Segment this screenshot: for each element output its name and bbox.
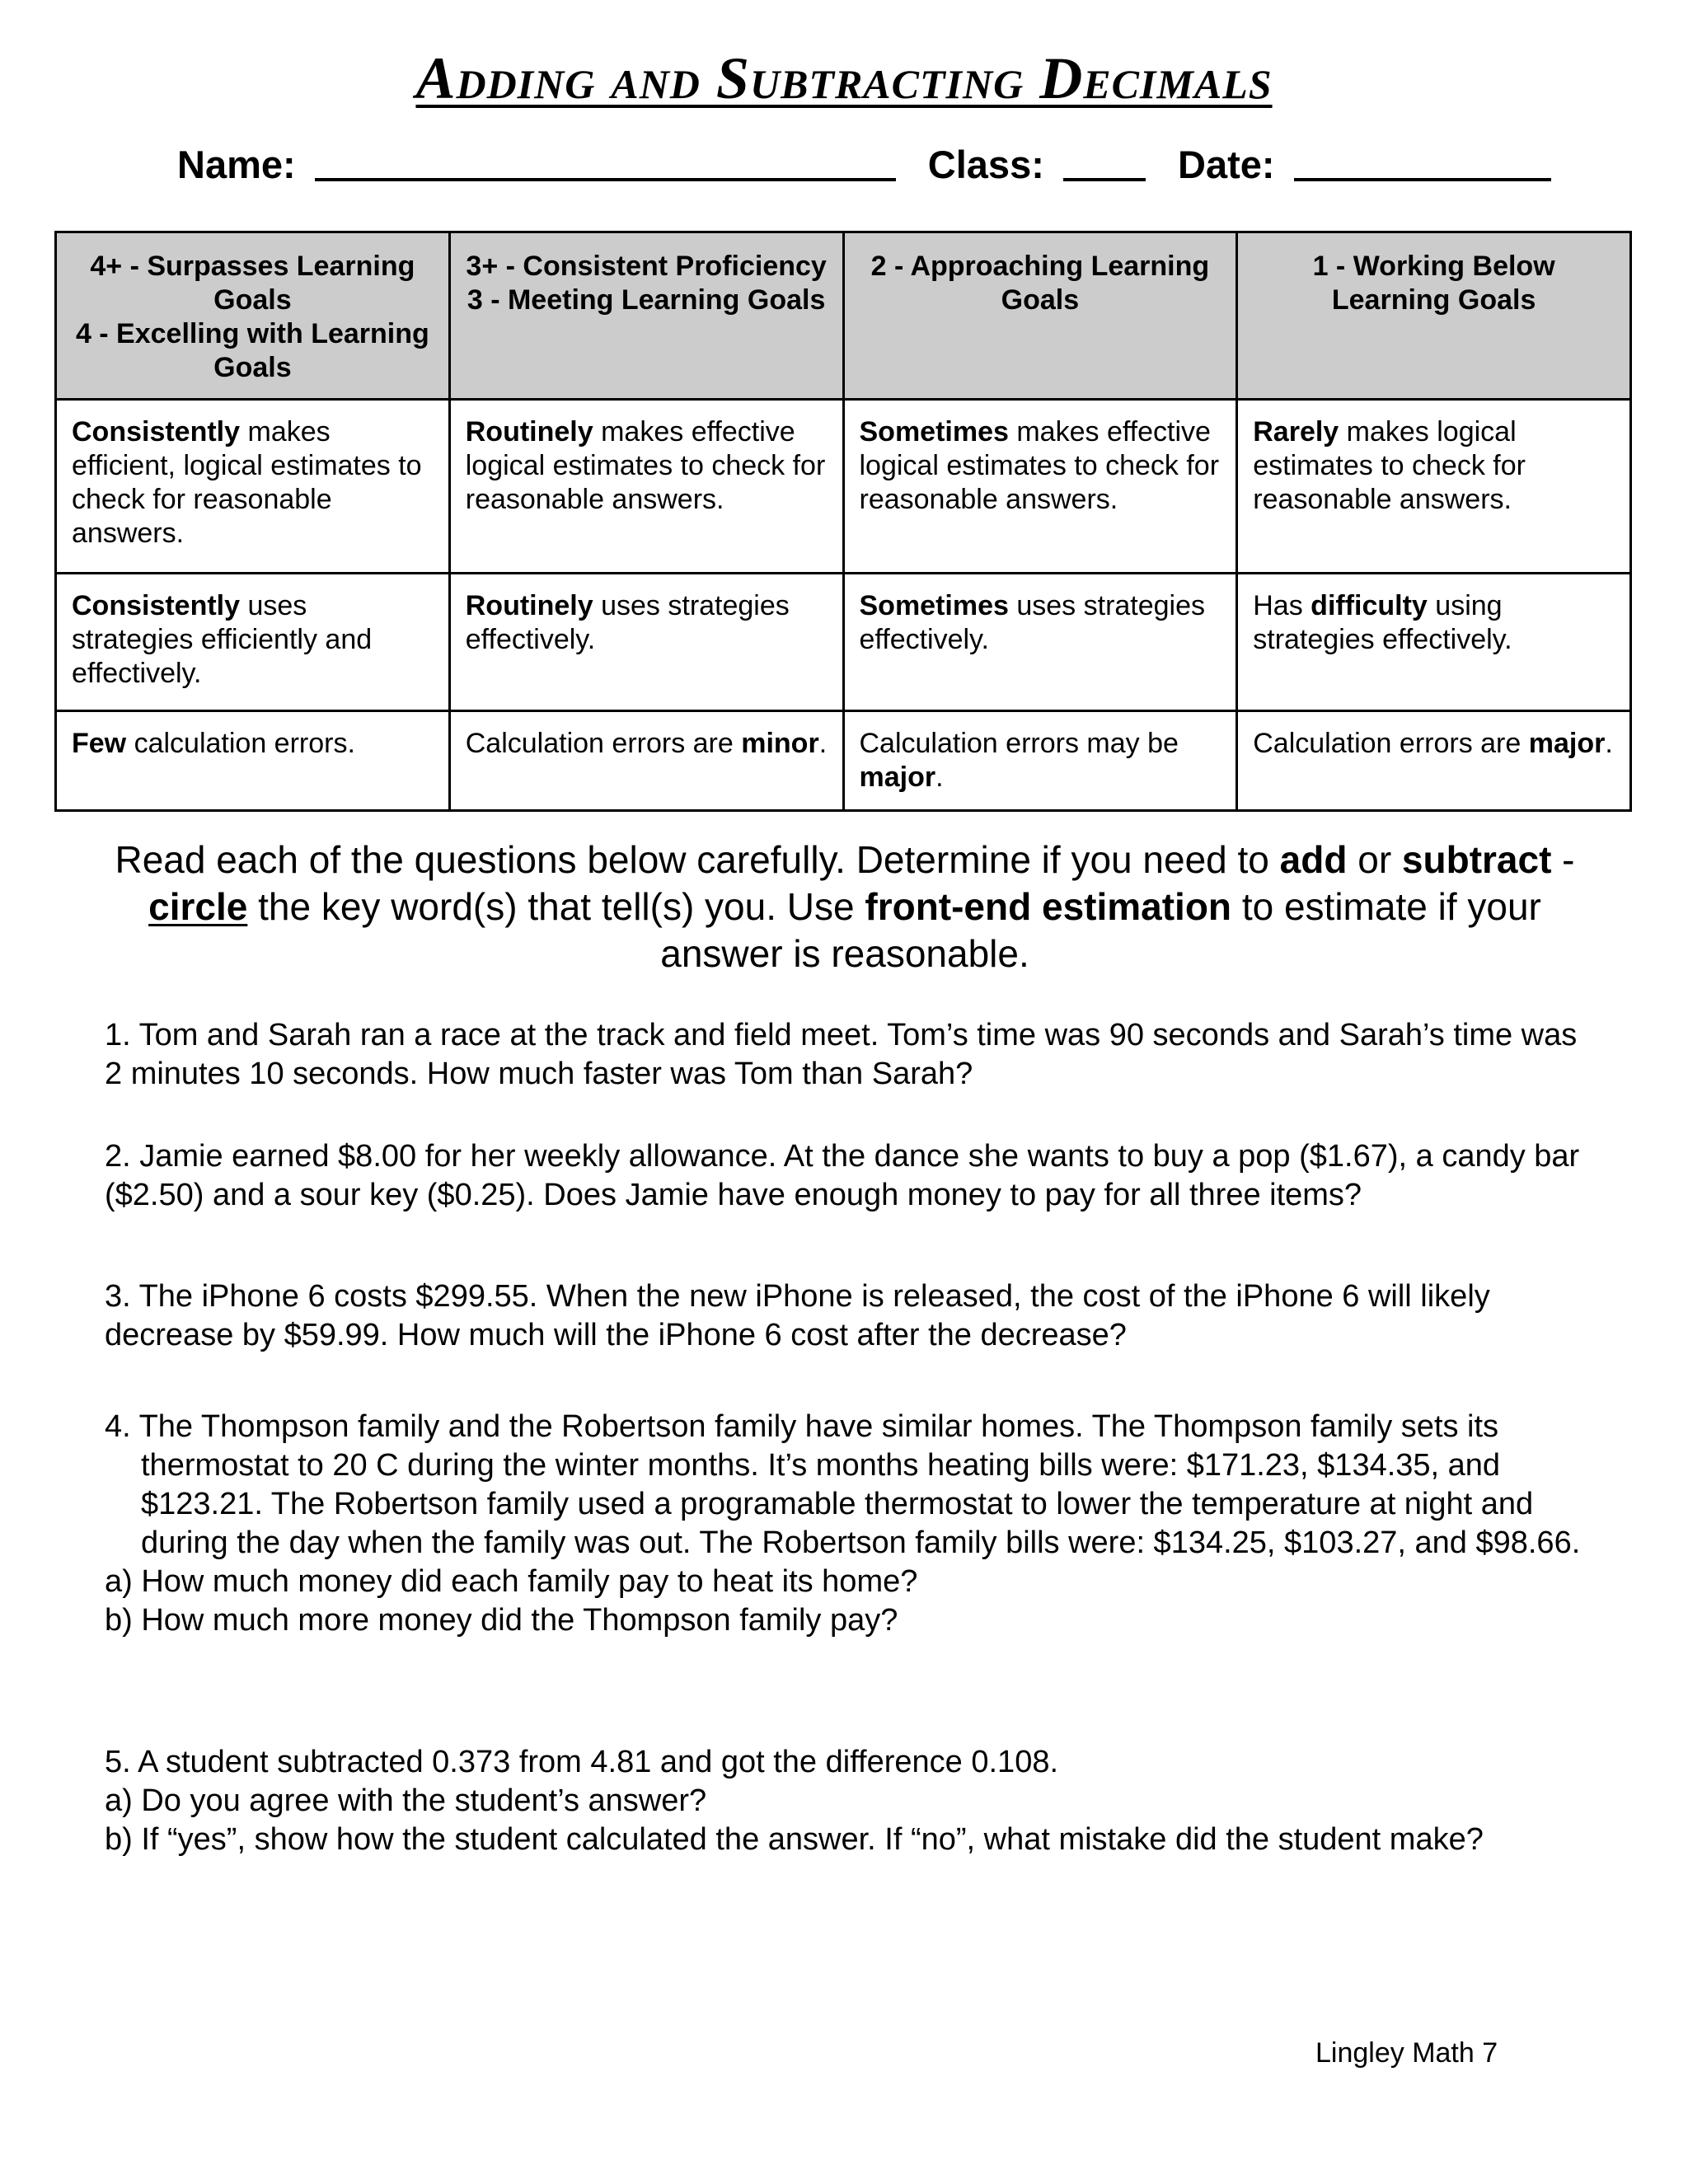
- question-5-stem: 5. A student subtracted 0.373 from 4.81 and got the difference 0.108.: [105, 1745, 1059, 1779]
- name-field[interactable]: [315, 142, 896, 181]
- rubric-cell: Sometimes uses strategies effectively.: [843, 574, 1237, 711]
- rubric-row-estimates: [56, 400, 1631, 574]
- date-field[interactable]: [1294, 142, 1551, 181]
- rubric-header-level-2: 2 - Approaching Learning Goals: [843, 232, 1237, 400]
- question-4b: b) How much more money did the Thompson family pay?: [105, 1603, 898, 1638]
- rubric-cell: Few calculation errors.: [56, 711, 450, 811]
- rubric-table: [54, 231, 1632, 812]
- question-5a: a) Do you agree with the student’s answer?: [105, 1783, 707, 1818]
- rubric-cell: Routinely uses strategies effectively.: [449, 574, 843, 711]
- rubric-cell: Calculation errors may be major.: [843, 711, 1237, 811]
- rubric-cell: Rarely makes logical estimates to check for reasonable answers.: [1237, 400, 1631, 574]
- rubric-cell: Calculation errors are minor.: [449, 711, 843, 811]
- date-label: Date:: [1178, 143, 1275, 186]
- rubric-row-strategies: [56, 574, 1631, 711]
- instructions: Read each of the questions below carefully. Determine if you need to add or subtract - circle the key word(s) that tell(s) you. Use front-end estimation to estimate if your answer is reasonable.: [115, 838, 1575, 975]
- question-3: 3. The iPhone 6 costs $299.55. When the new iPhone is released, the cost of the iPhone 6 will likely decrease by $59.99. How much will the iPhone 6 cost after the decrease?: [105, 1279, 1490, 1352]
- question-5: [105, 1743, 1588, 1859]
- rubric-cell: Has difficulty using strategies effectively.: [1237, 574, 1631, 711]
- name-label: Name:: [177, 143, 296, 186]
- question-5b: b) If “yes”, show how the student calculated the answer. If “no”, what mistake did the student make?: [105, 1822, 1484, 1857]
- rubric-cell: Sometimes makes effective logical estimates to check for reasonable answers.: [843, 400, 1237, 574]
- rubric-row-errors: [56, 711, 1631, 811]
- rubric-header-level-1: 1 - Working Below Learning Goals: [1237, 232, 1631, 400]
- class-field[interactable]: [1063, 142, 1146, 181]
- question-2: 2. Jamie earned $8.00 for her weekly allowance. At the dance she wants to buy a pop ($1.67), a candy bar ($2.50) and a sour key ($0.25). Does Jamie have enough money to pay for all three items?: [105, 1139, 1580, 1212]
- worksheet-title: Adding and Subtracting Decimals: [415, 45, 1273, 111]
- footer-credit: Lingley Math 7: [1315, 2037, 1498, 2069]
- rubric-header-level-3: 3+ - Consistent Proficiency 3 - Meeting Learning Goals: [449, 232, 843, 400]
- rubric-cell: Consistently makes efficient, logical estimates to check for reasonable answers.: [56, 400, 450, 574]
- question-4-stem: 4. The Thompson family and the Robertson family have similar homes. The Thompson family sets its: [105, 1409, 1499, 1444]
- student-info-line: [177, 140, 1521, 190]
- rubric-header-row: [56, 232, 1631, 400]
- rubric-cell: Calculation errors are major.: [1237, 711, 1631, 811]
- question-4a: a) How much money did each family pay to heat its home?: [105, 1564, 918, 1599]
- rubric-cell: Routinely makes effective logical estimates to check for reasonable answers.: [449, 400, 843, 574]
- rubric-header-level-4: 4+ - Surpasses Learning Goals 4 - Excelling with Learning Goals: [56, 232, 450, 400]
- question-4: [105, 1408, 1588, 1640]
- class-label: Class:: [927, 143, 1044, 186]
- question-4-stem-continued: thermostat to 20 C during the winter months. It’s months heating bills were: $171.23, $134.35, and $123.21. The Robertson family used a programable thermostat to lower the temperature at night and during the day when the family was out. The Robertson family bills were: $134.25, $103.27, and $98.66.: [141, 1448, 1581, 1560]
- question-1: 1. Tom and Sarah ran a race at the track and field meet. Tom’s time was 90 seconds and Sarah’s time was 2 minutes 10 seconds. How much faster was Tom than Sarah?: [105, 1018, 1578, 1091]
- rubric-cell: Consistently uses strategies efficiently and effectively.: [56, 574, 450, 711]
